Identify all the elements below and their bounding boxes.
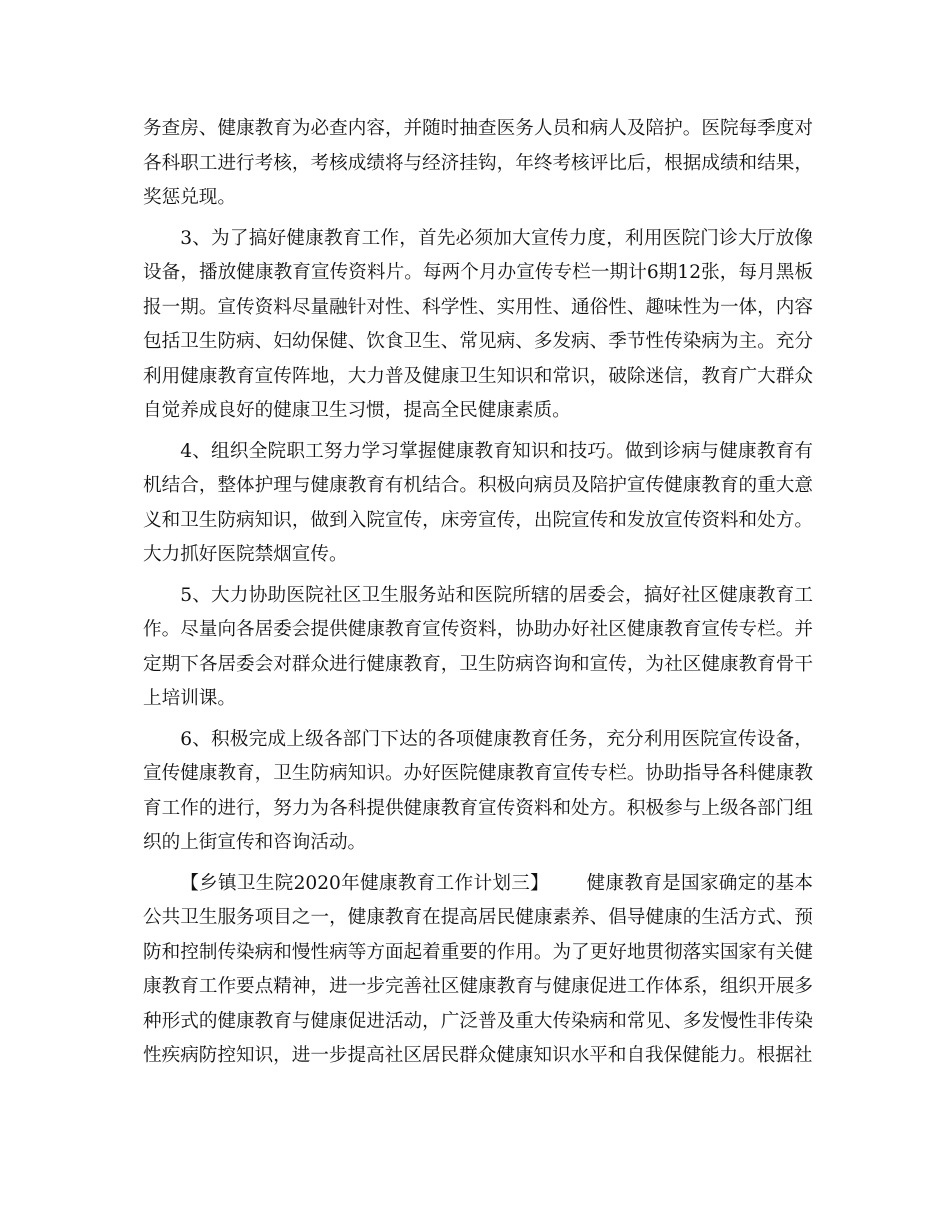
plan-three-text: 健康教育是国家确定的基本公共卫生服务项目之一，健康教育在提高居民健康素养、倡导健康的生活方式、预防和控制传染病和慢性病等方面起着重要的作用。为了更好地贯彻落实国家有关健康教育工作要点精神，进一步完善社区健康教育与健康促进工作体系，组织开展多种形式的健康教育与健康促进活动，广泛普及重大传染病和常见、多发慢性非传染性疾病防控知识，进一步提高社区居民群众健康知识水平和自我保健能力。根据社: [143, 872, 813, 1066]
paragraph-plan-three: [143, 867, 813, 1074]
paragraph-continuation: 务查房、健康教育为必查内容，并随时抽查医务人员和病人及陪护。医院每季度对各科职工进行考核，考核成绩将与经济挂钩，年终考核评比后，根据成绩和结果，奖惩兑现。: [143, 118, 813, 208]
paragraph-item-6: 6、积极完成上级各部门下达的各项健康教育任务，充分利用医院宣传设备，宣传健康教育，卫生防病知识。办好医院健康教育宣传专栏。协助指导各科健康教育工作的进行，努力为各科提供健康教育宣传资料和处方。积极参与上级各部门组织的上街宣传和咨询活动。: [143, 728, 813, 853]
document-body: [143, 112, 813, 1080]
paragraph-item-5: 5、大力协助医院社区卫生服务站和医院所辖的居委会，搞好社区健康教育工作。尽量向各居委会提供健康教育宣传资料，协助办好社区健康教育宣传专栏。并定期下各居委会对群众进行健康教育，卫生防病咨询和宣传，为社区健康教育骨干上培训课。: [143, 584, 813, 709]
paragraph-item-3: 3、为了搞好健康教育工作，首先必须加大宣传力度，利用医院门诊大厅放像设备，播放健康教育宣传资料片。每两个月办宣传专栏一期计6期12张，每月黑板报一期。宣传资料尽量融针对性、科学性、实用性、通俗性、趣味性为一体，内容包括卫生防病、妇幼保健、饮食卫生、常见病、多发病、季节性传染病为主。充分利用健康教育宣传阵地，大力普及健康卫生知识和常识，破除迷信，教育广大群众自觉养成良好的健康卫生习惯，提高全民健康素质。: [143, 227, 813, 421]
plan-three-heading: 【乡镇卫生院2020年健康教育工作计划三】: [180, 872, 550, 894]
paragraph-item-4: 4、组织全院职工努力学习掌握健康教育知识和技巧。做到诊病与健康教育有机结合，整体护理与健康教育有机结合。积极向病员及陪护宣传健康教育的重大意义和卫生防病知识，做到入院宣传，床旁宣传，出院宣传和发放宣传资料和处方。大力抓好医院禁烟宣传。: [143, 440, 813, 565]
